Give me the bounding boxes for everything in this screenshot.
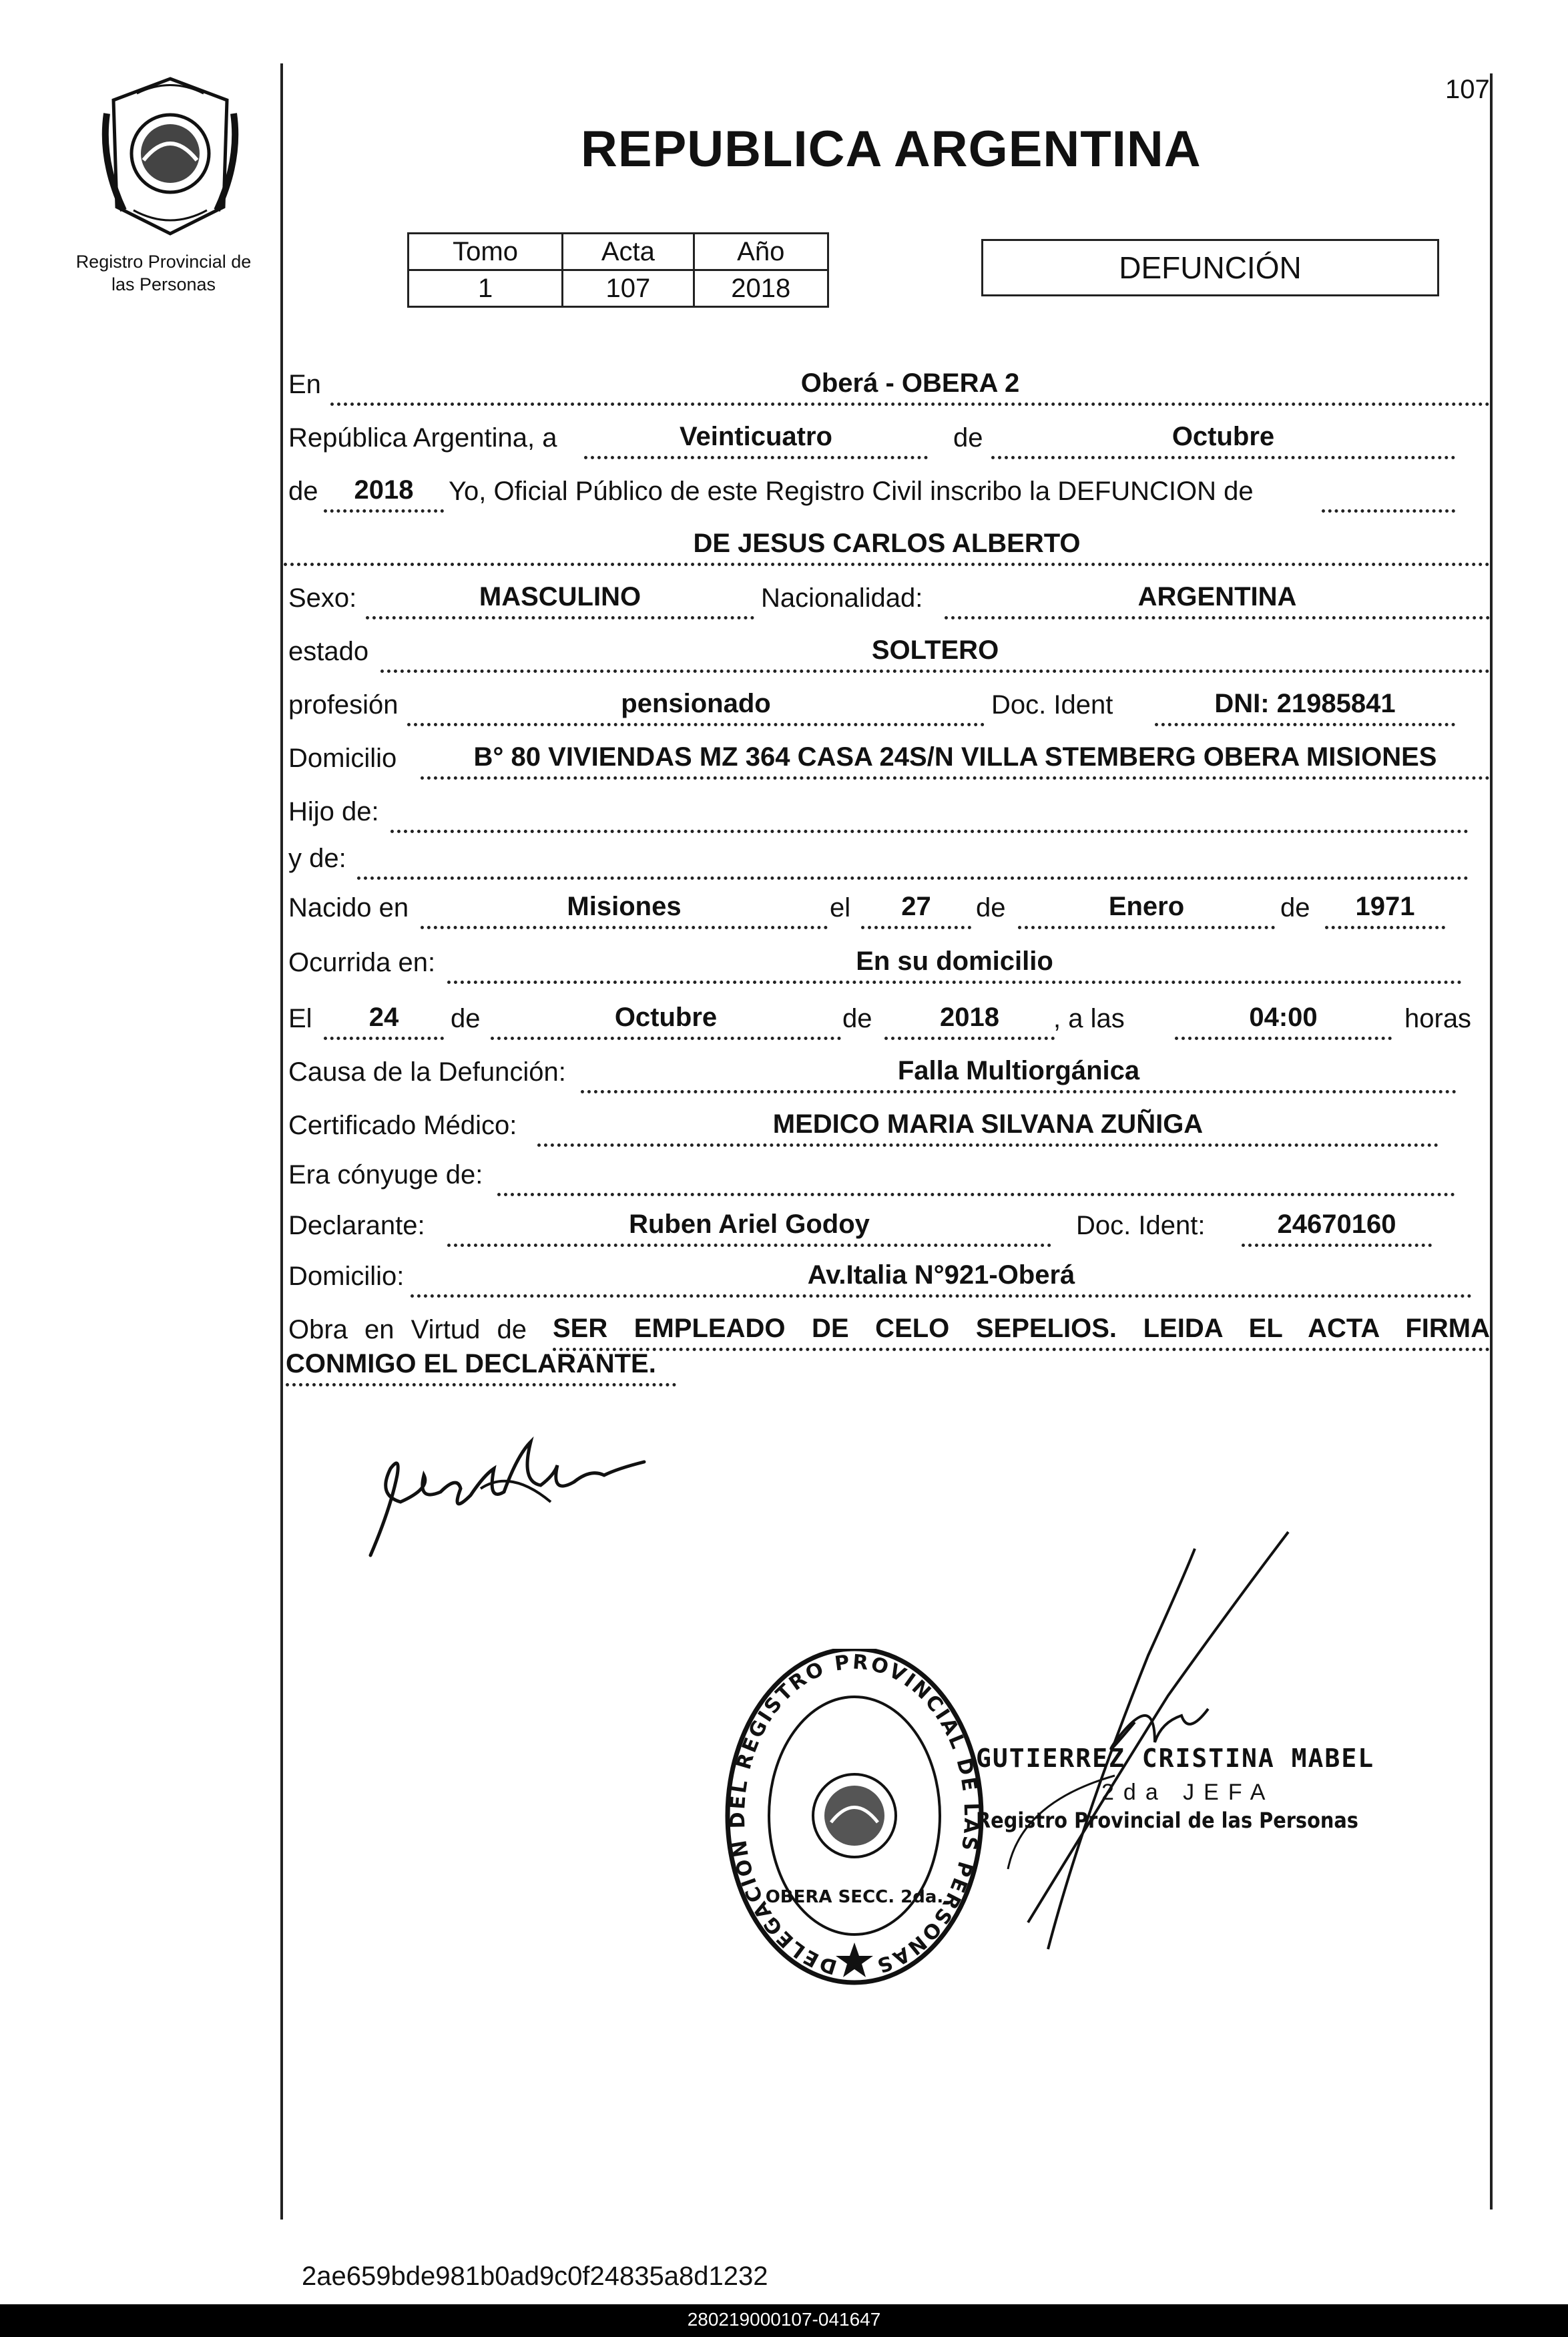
- death-time-line: [1175, 1037, 1392, 1040]
- decl-dom-line: [411, 1294, 1472, 1298]
- declarante-line: [447, 1244, 1051, 1247]
- obra-line-1: [553, 1348, 1490, 1351]
- estado-value: SOLTERO: [871, 635, 999, 665]
- conyuge-line: [497, 1193, 1455, 1196]
- causa-value: Falla Multiorgánica: [897, 1056, 1140, 1085]
- certificado-label: Certificado Médico:: [288, 1111, 517, 1140]
- declarante-label: Declarante:: [288, 1211, 425, 1240]
- birth-month-line: [1018, 926, 1275, 929]
- decl-doc-label: Doc. Ident:: [1076, 1211, 1206, 1240]
- sexo-value: MASCULINO: [479, 582, 641, 611]
- ocurrida-value: En su domicilio: [856, 947, 1053, 976]
- obra-label: Obra en Virtud de: [288, 1315, 527, 1344]
- estado-line: [380, 670, 1490, 673]
- death-day-line: [324, 1037, 444, 1040]
- death-year-value: 2018: [940, 1003, 999, 1032]
- right-margin-line: [1490, 73, 1493, 2210]
- nacido-label: Nacido en: [288, 893, 409, 923]
- certificado-value: MEDICO MARIA SILVANA ZUÑIGA: [772, 1109, 1204, 1139]
- doc-ident-label: Doc. Ident: [991, 690, 1113, 720]
- en-label: En: [288, 370, 321, 399]
- reference-value-row: [409, 270, 828, 307]
- barcode-bar: [0, 2304, 1568, 2337]
- ref-header-anio: Año: [694, 234, 828, 270]
- ref-value-tomo: 1: [409, 270, 563, 307]
- birth-day-line: [861, 926, 971, 929]
- birth-month-value: Enero: [1108, 892, 1185, 921]
- death-month-value: Octubre: [614, 1003, 718, 1032]
- death-time-value: 04:00: [1249, 1003, 1318, 1032]
- nacido-line: [421, 926, 828, 929]
- birth-year-line: [1325, 926, 1445, 929]
- certificado-line: [537, 1143, 1439, 1147]
- el-label: el: [830, 893, 851, 923]
- ocurrida-line: [447, 981, 1462, 984]
- domicilio-line: [421, 776, 1490, 780]
- hijo-label: Hijo de:: [288, 797, 379, 826]
- sexo-label: Sexo:: [288, 583, 357, 613]
- doc-ident-line: [1155, 723, 1455, 726]
- page-title: REPUBLICA ARGENTINA: [581, 121, 1202, 178]
- left-margin-line: [280, 63, 283, 2220]
- profesion-label: profesión: [288, 690, 399, 720]
- barcode-text: 280219000107-041647: [687, 2309, 881, 2330]
- ref-value-anio: 2018: [694, 270, 828, 307]
- page-number: 107: [1445, 75, 1490, 104]
- profesion-line: [407, 723, 985, 726]
- decl-dom-value: Av.Italia N°921-Oberá: [807, 1260, 1075, 1290]
- republica-label: República Argentina, a: [288, 423, 557, 453]
- month-line: [991, 456, 1455, 459]
- deceased-name: DE JESUS CARLOS ALBERTO: [693, 529, 1081, 558]
- official-role: 2da JEFA: [1101, 1780, 1275, 1805]
- de-label-6: de: [842, 1004, 872, 1033]
- domicilio-label: Domicilio: [288, 744, 397, 773]
- hijo-line: [390, 830, 1469, 833]
- death-day-value: 24: [368, 1003, 399, 1032]
- death-year-line: [884, 1037, 1055, 1040]
- birth-year-value: 1971: [1355, 892, 1415, 921]
- nacido-value: Misiones: [567, 892, 682, 921]
- ref-value-acta: 107: [563, 270, 694, 307]
- year-line: [324, 509, 444, 513]
- official-signature: [981, 1522, 1302, 1956]
- nacionalidad-line: [945, 616, 1490, 619]
- ref-header-acta: Acta: [563, 234, 694, 270]
- office-name: [63, 250, 264, 296]
- causa-line: [581, 1090, 1457, 1093]
- year-value: 2018: [354, 475, 414, 505]
- day-words-line: [584, 456, 928, 459]
- reference-table: [407, 232, 829, 308]
- de-label-1: de: [953, 423, 983, 453]
- day-words-value: Veinticuatro: [680, 422, 832, 451]
- deceased-line: [284, 563, 1490, 566]
- decl-doc-value: 24670160: [1277, 1210, 1396, 1239]
- declarante-value: Ruben Ariel Godoy: [629, 1210, 870, 1239]
- stamp-ring-text: DELEGACION DEL REGISTRO PROVINCIAL DE LAS PERSONAS: [726, 1650, 983, 1979]
- place-value: Oberá - OBERA 2: [800, 368, 1020, 398]
- estado-label: estado: [288, 637, 369, 666]
- record-type-box: DEFUNCIÓN: [981, 239, 1439, 296]
- yde-line: [357, 876, 1469, 880]
- causa-label: Causa de la Defunción:: [288, 1057, 566, 1087]
- month-value: Octubre: [1171, 422, 1275, 451]
- profesion-value: pensionado: [621, 689, 771, 718]
- official-stamp: [721, 1649, 988, 1996]
- de-label-5: de: [451, 1004, 481, 1033]
- office-name-line2: las Personas: [111, 274, 216, 294]
- nacionalidad-value: ARGENTINA: [1137, 582, 1297, 611]
- official-name: GUTIERREZ CRISTINA MABEL: [976, 1744, 1375, 1773]
- place-line: [330, 403, 1490, 406]
- birth-day-value: 27: [901, 892, 931, 921]
- de-label-2: de: [288, 477, 318, 506]
- horas-label: horas: [1404, 1004, 1472, 1033]
- stamp-center-text: OBERA SECC. 2da.: [765, 1887, 944, 1907]
- document-hash: 2ae659bde981b0ad9c0f24835a8d1232: [302, 2262, 768, 2291]
- statement-tail-line: [1322, 509, 1455, 513]
- death-month-line: [491, 1037, 841, 1040]
- statement-text: Yo, Oficial Público de este Registro Civil inscribo la DEFUNCION de: [449, 477, 1254, 506]
- sexo-line: [366, 616, 754, 619]
- yde-label: y de:: [288, 844, 346, 873]
- de-label-3: de: [976, 893, 1006, 923]
- doc-ident-value: DNI: 21985841: [1214, 689, 1396, 718]
- obra-value-2: CONMIGO EL DECLARANTE.: [286, 1349, 656, 1378]
- obra-value-1: SER EMPLEADO DE CELO SEPELIOS. LEIDA EL ACTA FIRMA: [553, 1314, 1490, 1343]
- el2-label: El: [288, 1004, 312, 1033]
- official-office: Registro Provincial de las Personas: [976, 1808, 1358, 1833]
- declarant-signature: [350, 1429, 658, 1562]
- conyuge-label: Era cónyuge de:: [288, 1160, 483, 1190]
- alas-label: , a las: [1053, 1004, 1125, 1033]
- reference-header-row: [409, 234, 828, 270]
- province-emblem: [97, 73, 244, 240]
- nacionalidad-label: Nacionalidad:: [761, 583, 923, 613]
- ocurrida-label: Ocurrida en:: [288, 948, 436, 977]
- decl-doc-line: [1242, 1244, 1432, 1247]
- obra-line-2: [286, 1383, 676, 1386]
- office-name-line1: Registro Provincial de: [75, 252, 252, 272]
- ref-header-tomo: Tomo: [409, 234, 563, 270]
- decl-dom-label: Domicilio:: [288, 1262, 405, 1291]
- domicilio-value: B° 80 VIVIENDAS MZ 364 CASA 24S/N VILLA STEMBERG OBERA MISIONES: [473, 742, 1437, 772]
- de-label-4: de: [1280, 893, 1310, 923]
